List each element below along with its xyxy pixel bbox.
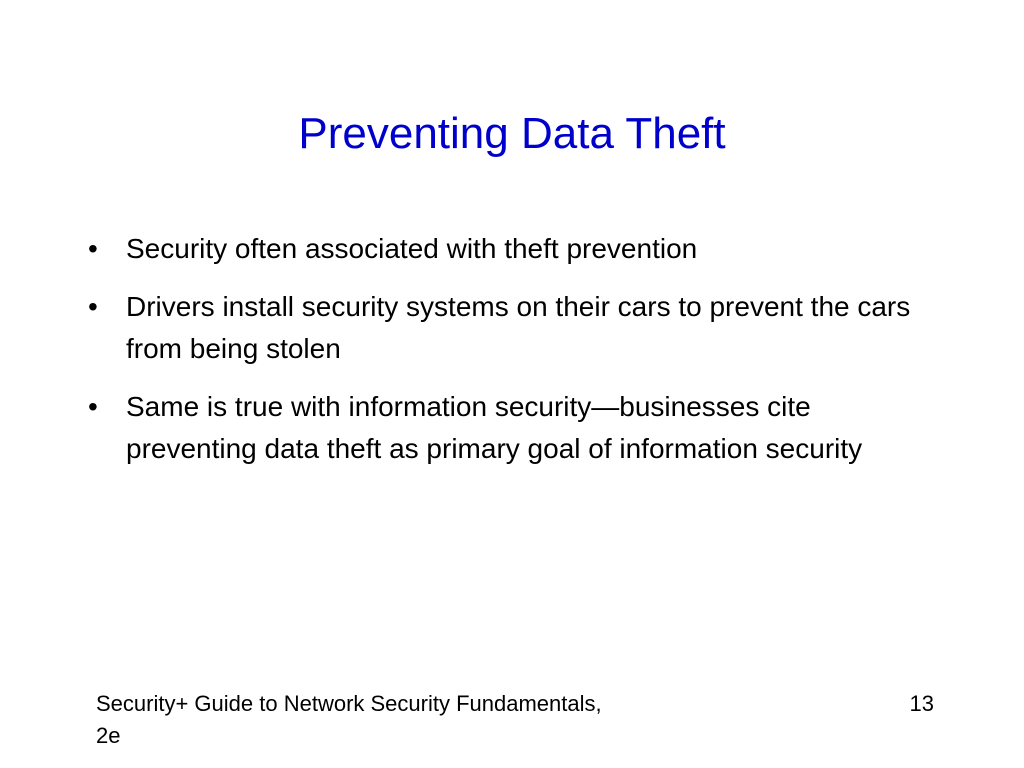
- bullet-text: Same is true with information security—businesses cite preventing data theft as primary goal of information security: [126, 391, 863, 464]
- page-number: 13: [909, 691, 934, 716]
- bullet-item: [86, 286, 926, 370]
- bullet-item: [86, 386, 926, 470]
- bullet-text: Security often associated with theft prevention: [126, 233, 698, 264]
- bullet-list: [86, 228, 926, 486]
- bullet-marker: •: [88, 291, 98, 322]
- bullet-text: Drivers install security systems on their cars to prevent the cars from being stolen: [126, 291, 911, 364]
- bullet-marker: •: [88, 233, 98, 264]
- bullet-item: [86, 228, 926, 270]
- slide-title: Preventing Data Theft: [298, 109, 726, 158]
- bullet-marker: •: [88, 391, 98, 422]
- footer-book-title: Security+ Guide to Network Security Fundamentals, 2e: [96, 691, 602, 748]
